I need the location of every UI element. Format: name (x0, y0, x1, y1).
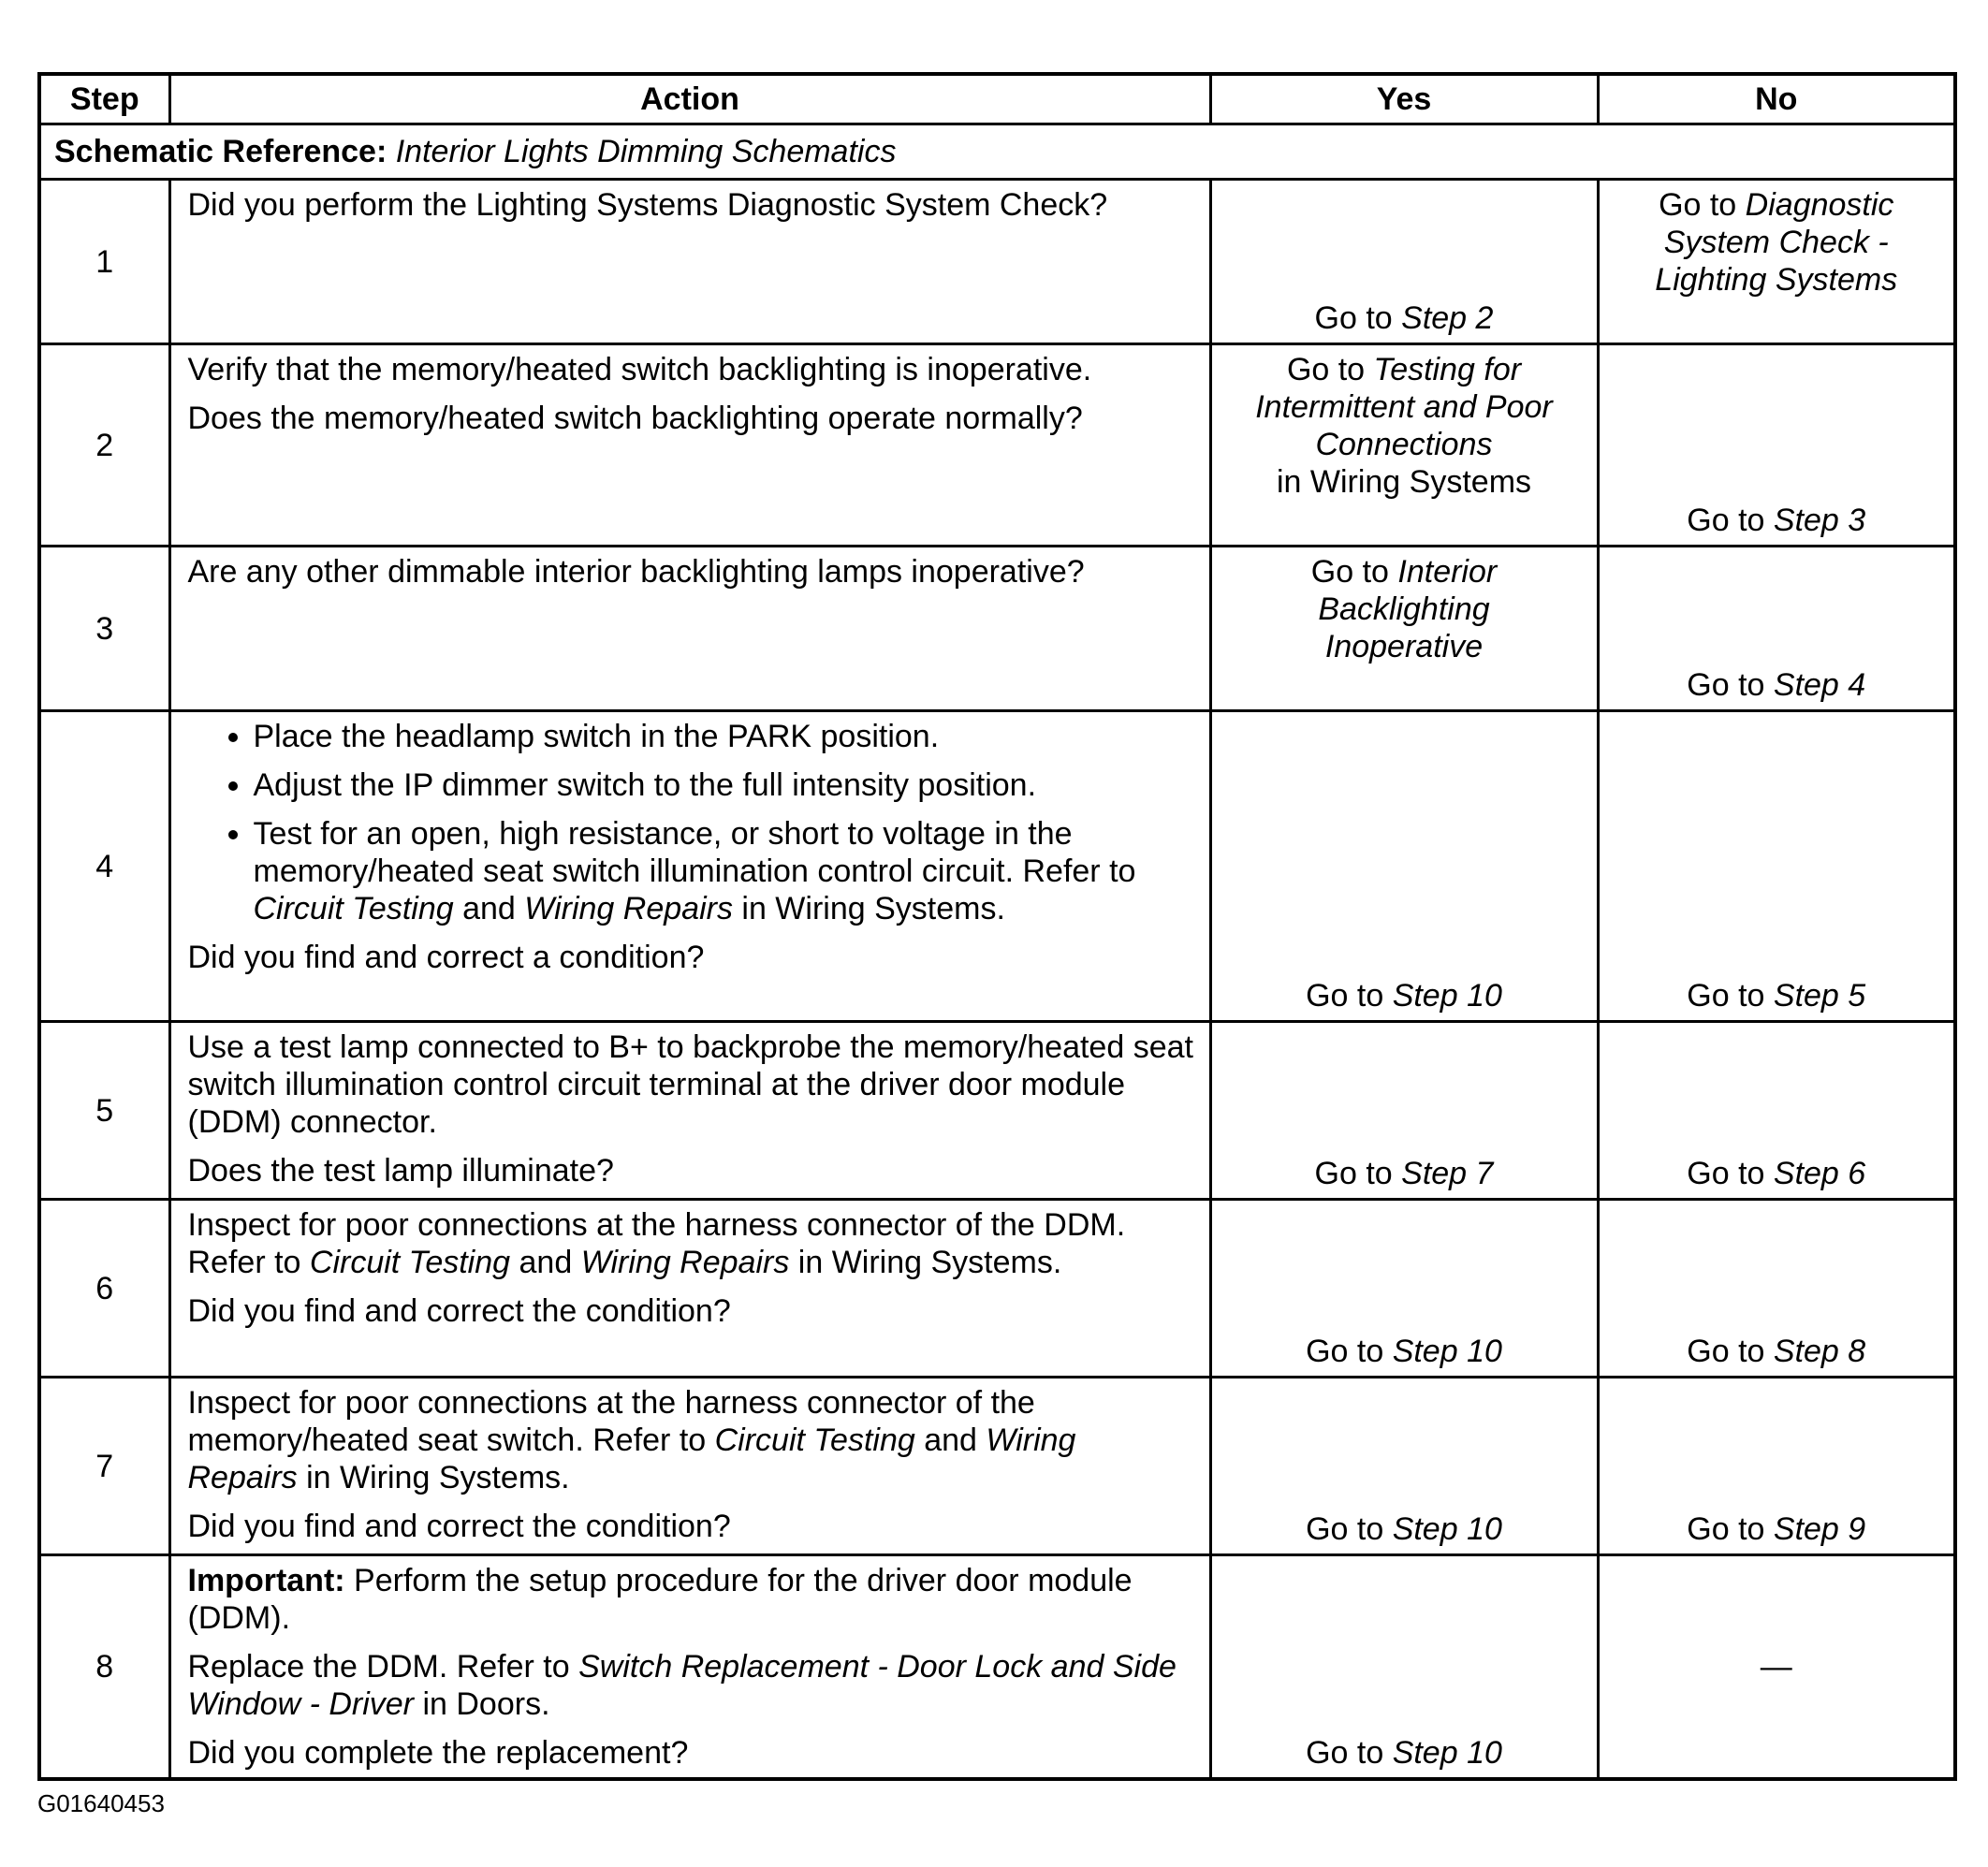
bullet-text: in Wiring Systems. (732, 891, 1005, 926)
action-cell (169, 344, 1210, 547)
bullet-text: Test for an open, high resistance, or short to voltage in the memory/heated seat switch illumination control circuit. Refer to (253, 816, 1136, 889)
action-question: Did you complete the replacement? (187, 1735, 689, 1771)
yes-cell (1210, 344, 1598, 547)
no-cell (1598, 547, 1955, 711)
yes-cell (1210, 711, 1598, 1022)
yes-link[interactable]: Step 10 (1392, 1511, 1502, 1547)
action-cell (169, 1200, 1210, 1378)
no-prefix: Go to (1659, 187, 1746, 223)
action-bullet-list (188, 718, 1194, 927)
no-answer: — (1760, 1649, 1792, 1685)
action-text-part: in Doors. (414, 1686, 550, 1722)
table-row (39, 1378, 1955, 1555)
yes-prefix: Go to (1306, 1511, 1393, 1547)
no-link[interactable]: Step 8 (1773, 1334, 1866, 1369)
circuit-testing-link[interactable]: Circuit Testing (309, 1245, 511, 1280)
yes-prefix: Go to (1314, 1156, 1402, 1191)
no-cell (1598, 1200, 1955, 1378)
wiring-repairs-link[interactable]: Wiring Repairs (580, 1245, 790, 1280)
action-text-part: Inspect for poor connections at the harness connector of the memory/heated seat switch. Refer to (187, 1385, 1035, 1458)
action-cell (169, 1022, 1210, 1200)
step-number: 4 (39, 711, 169, 1022)
header-yes: Yes (1210, 74, 1598, 124)
step-number: 5 (39, 1022, 169, 1200)
no-cell (1598, 180, 1955, 344)
yes-prefix: Go to (1310, 554, 1398, 590)
yes-cell (1210, 180, 1598, 344)
step-number: 7 (39, 1378, 169, 1555)
no-answer (1600, 1149, 1954, 1198)
no-cell (1598, 1378, 1955, 1555)
no-link[interactable]: Diagnostic System Check - Lighting Systems (1655, 187, 1898, 298)
no-answer (1600, 181, 1954, 304)
table-row (39, 1022, 1955, 1200)
no-cell (1598, 1555, 1955, 1780)
no-answer (1600, 971, 1954, 1020)
step-number: 6 (39, 1200, 169, 1378)
bullet-text: and (453, 891, 525, 926)
diagnostic-table (37, 72, 1957, 1781)
action-text-part: in Wiring Systems. (297, 1460, 570, 1495)
yes-prefix: Go to (1286, 352, 1374, 387)
action-question: Does the memory/heated switch backlighting operate normally? (187, 401, 1083, 436)
action-text (188, 1648, 1194, 1723)
header-action: Action (169, 74, 1210, 124)
yes-answer (1212, 345, 1597, 506)
yes-answer (1212, 547, 1597, 671)
yes-cell (1210, 1200, 1598, 1378)
no-cell (1598, 711, 1955, 1022)
yes-prefix: Go to (1306, 978, 1393, 1014)
important-label: Important: (187, 1563, 345, 1598)
no-prefix: Go to (1687, 503, 1774, 538)
step-number: 8 (39, 1555, 169, 1780)
action-question: Did you find and correct the condition? (187, 1509, 731, 1544)
action-question: Did you find and correct the condition? (187, 1293, 731, 1329)
figure-id: G01640453 (37, 1789, 165, 1817)
action-question: Are any other dimmable interior backlighting lamps inoperative? (187, 554, 1085, 590)
action-cell (169, 1378, 1210, 1555)
action-question: Does the test lamp illuminate? (187, 1153, 614, 1189)
yes-prefix: Go to (1306, 1735, 1393, 1771)
table-row (39, 547, 1955, 711)
yes-suffix: in Wiring Systems (1276, 464, 1532, 500)
header-no: No (1598, 74, 1955, 124)
schematic-reference-row (39, 124, 1955, 180)
yes-link[interactable]: Step 10 (1392, 1735, 1502, 1771)
action-text: Use a test lamp connected to B+ to backprobe the memory/heated seat switch illumination control circuit terminal at the driver door module (DDM) connector. (187, 1029, 1193, 1140)
no-prefix: Go to (1687, 667, 1774, 703)
no-link[interactable]: Step 6 (1773, 1156, 1866, 1191)
action-question: Did you perform the Lighting Systems Diagnostic System Check? (187, 187, 1108, 223)
action-cell (169, 180, 1210, 344)
yes-cell (1210, 547, 1598, 711)
yes-cell (1210, 1378, 1598, 1555)
wiring-repairs-link[interactable]: Wiring Repairs (187, 1422, 1076, 1495)
no-prefix: Go to (1687, 1511, 1774, 1547)
action-text (188, 1206, 1194, 1281)
step-number: 2 (39, 344, 169, 547)
schematic-reference (39, 124, 1955, 180)
yes-answer (1212, 1505, 1597, 1553)
table-row (39, 344, 1955, 547)
action-text-part: and (510, 1245, 581, 1280)
yes-link[interactable]: Step 10 (1392, 1334, 1502, 1369)
action-text-part: and (914, 1422, 987, 1458)
action-bullet (254, 815, 1194, 927)
no-cell (1598, 1022, 1955, 1200)
schematic-reference-label: Schematic Reference: (54, 134, 387, 169)
action-cell (169, 547, 1210, 711)
no-link[interactable]: Step 3 (1773, 503, 1866, 538)
step-number: 3 (39, 547, 169, 711)
step-number: 1 (39, 180, 169, 344)
no-link[interactable]: Step 4 (1773, 667, 1866, 703)
yes-link[interactable]: Testing for Intermittent and Poor Connections (1255, 352, 1553, 462)
table-row (39, 1200, 1955, 1378)
yes-answer (1212, 1149, 1597, 1198)
yes-answer (1212, 294, 1597, 343)
action-bullet: • Place the headlamp switch in the PARK position. (254, 718, 1194, 755)
yes-prefix: Go to (1306, 1334, 1393, 1369)
action-text (188, 1384, 1194, 1496)
yes-cell (1210, 1022, 1598, 1200)
no-prefix: Go to (1687, 1156, 1774, 1191)
important-text: Perform the setup procedure for the driver door module (DDM). (187, 1563, 1133, 1636)
important-note (188, 1562, 1194, 1637)
action-text-part: in Wiring Systems. (789, 1245, 1062, 1280)
table-row (39, 180, 1955, 344)
circuit-testing-link[interactable]: Circuit Testing (714, 1422, 915, 1458)
table-row (39, 1555, 1955, 1780)
header-row (39, 74, 1955, 124)
schematic-reference-link[interactable]: Interior Lights Dimming Schematics (395, 134, 897, 169)
no-prefix: Go to (1687, 1334, 1774, 1369)
yes-link[interactable]: Step 2 (1401, 300, 1494, 336)
yes-cell (1210, 1555, 1598, 1780)
header-step: Step (39, 74, 169, 124)
action-cell (169, 711, 1210, 1022)
yes-link[interactable]: Step 10 (1392, 978, 1502, 1014)
action-text-part: Inspect for poor connections at the harness connector of the DDM. Refer to (187, 1207, 1126, 1280)
yes-answer (1212, 1728, 1597, 1777)
no-link[interactable]: Step 9 (1773, 1511, 1866, 1547)
table-row (39, 711, 1955, 1022)
circuit-testing-link[interactable]: Circuit Testing (253, 891, 454, 926)
no-answer (1600, 1327, 1954, 1376)
action-text: Verify that the memory/heated switch backlighting is inoperative. (187, 352, 1092, 387)
action-cell (169, 1555, 1210, 1780)
no-prefix: Go to (1687, 978, 1774, 1014)
yes-link[interactable]: Step 7 (1401, 1156, 1494, 1191)
no-cell (1598, 344, 1955, 547)
action-bullet: • Adjust the IP dimmer switch to the full intensity position. (254, 766, 1194, 804)
switch-replacement-link[interactable]: Switch Replacement - Door Lock and Side Window - Driver (187, 1649, 1177, 1722)
wiring-repairs-link[interactable]: Wiring Repairs (524, 891, 733, 926)
action-question: Did you find and correct a condition? (187, 940, 705, 975)
no-answer (1600, 496, 1954, 545)
action-text-part: Replace the DDM. Refer to (187, 1649, 579, 1685)
yes-answer (1212, 971, 1597, 1020)
yes-answer (1212, 1327, 1597, 1376)
no-answer (1600, 1505, 1954, 1553)
yes-link[interactable]: Interior Backlighting Inoperative (1318, 554, 1498, 664)
no-link[interactable]: Step 5 (1773, 978, 1866, 1014)
no-answer (1600, 661, 1954, 709)
yes-prefix: Go to (1314, 300, 1402, 336)
